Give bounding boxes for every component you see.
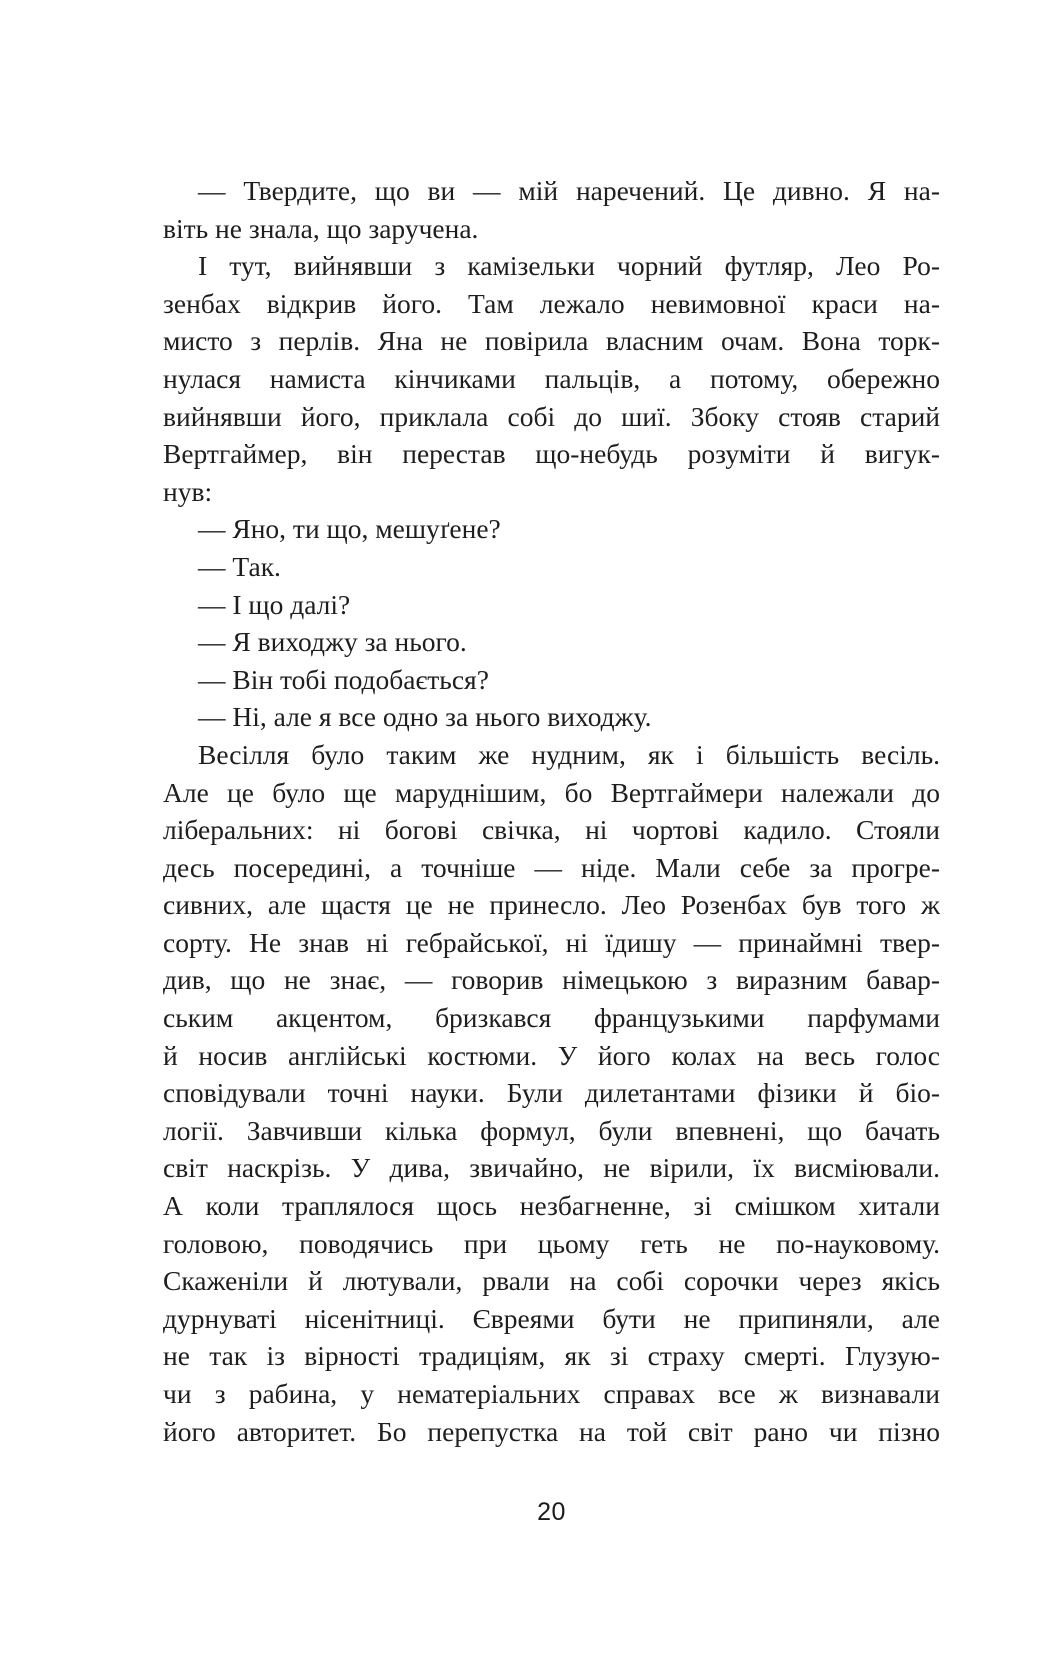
text-line: — Я виходжу за нього. <box>198 626 467 658</box>
text-line: сорту. Не знав ні гебрайської, ні їдишу — принаймні твер- <box>163 926 940 958</box>
text-line: — І що далі? <box>198 588 351 620</box>
text-line: сивних, але щастя це не принесло. Лео Розенбах був того ж <box>163 889 940 921</box>
text-line: дурнуваті нісенітниці. Євреями бути не припиняли, але <box>163 1302 940 1334</box>
text-line: нулася намиста кінчиками пальців, а потому, обережно <box>163 362 940 394</box>
text-line: — Він тобі подобається? <box>198 663 489 695</box>
text-line: вийнявши його, приклала собі до шиї. Збоку стояв старий <box>163 400 940 432</box>
text-line: не так із вірності традиціям, як зі страху смерті. Глузую- <box>163 1340 940 1372</box>
text-line: віть не знала, що заручена. <box>163 212 479 244</box>
text-line: А коли траплялося щось незбагненне, зі смішком хитали <box>163 1190 940 1222</box>
text-line: головою, поводячись при цьому геть не по-науковому. <box>163 1227 940 1259</box>
text-line: — Яно, ти що, мешуґене? <box>198 513 501 545</box>
text-line: мисто з перлів. Яна не повірила власним очам. Вона торк- <box>163 325 940 357</box>
text-line: — Твердите, що ви — мій наречений. Це дивно. Я на- <box>198 175 940 206</box>
text-line: й носив англійські костюми. У його колах на весь голос <box>163 1039 940 1071</box>
page-text <box>163 172 940 1450</box>
text-line: світ наскрізь. У дива, звичайно, не вірили, їх висміювали. <box>163 1152 940 1184</box>
page-footer <box>163 1498 940 1527</box>
text-line: Вертгаймер, він перестав що-небудь розуміти й вигук- <box>163 438 940 470</box>
text-line: його авторитет. Бо перепустка на той світ рано чи пізно <box>163 1415 940 1447</box>
text-line: зенбах відкрив його. Там лежало невимовної краси на- <box>163 287 940 319</box>
text-line: Але це було ще маруднішим, бо Вертгаймери належали до <box>163 776 940 808</box>
text-line: ським акцентом, бризкався французькими парфумами <box>163 1002 940 1034</box>
text-line: — Так. <box>198 550 281 582</box>
text-line: сповідували точні науки. Були дилетантами фізики й біо- <box>163 1077 940 1109</box>
text-line: І тут, вийнявши з камізельки чорний футляр, Лео Ро- <box>198 250 940 282</box>
text-line: Скаженіли й лютували, рвали на собі сорочки через якісь <box>163 1265 940 1297</box>
text-line: чи з рабина, у нематеріальних справах все ж визнавали <box>163 1378 940 1409</box>
text-line: нув: <box>163 475 213 507</box>
text-line: ліберальних: ні богові свічка, ні чортові кадило. Стояли <box>163 814 940 846</box>
text-line: — Ні, але я все одно за нього виходжу. <box>198 701 652 733</box>
text-line: десь посередині, а точніше — ніде. Мали себе за прогре- <box>163 851 940 883</box>
text-line: логії. Завчивши кілька формул, були впевнені, що бачать <box>163 1114 940 1146</box>
page-number: 20 <box>537 1498 566 1526</box>
text-line: Весілля було таким же нудним, як і більшість весіль. <box>198 738 940 770</box>
text-line: див, що не знає, — говорив німецькою з виразним бавар- <box>163 964 940 996</box>
